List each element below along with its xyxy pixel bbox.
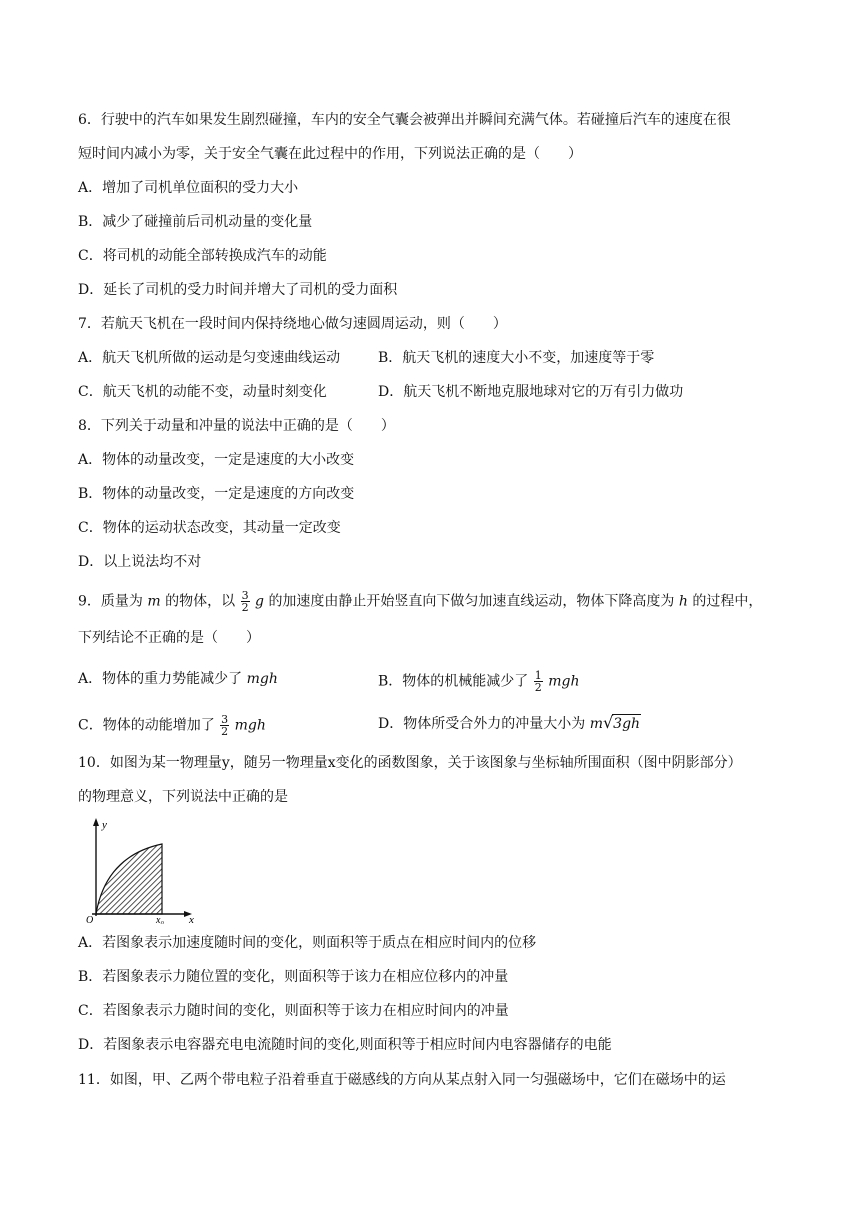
y-axis-arrow-icon [93, 818, 99, 826]
q9-option-a-math: mgh [246, 671, 278, 687]
q10-option-c: C．若图象表示力随时间的变化，则面积等于该力在相应时间内的冲量 [78, 1003, 509, 1019]
q9-stem-line1 [78, 590, 762, 613]
q9-fraction-num: 3 [241, 589, 249, 602]
q9-option-c-den: 2 [221, 725, 229, 738]
q9-h-symbol: h [678, 593, 688, 610]
q9-fraction [241, 590, 250, 613]
shaded-area [96, 844, 162, 914]
q10-option-a: A．若图象表示加速度随时间的变化，则面积等于质点在相应时间内的位移 [78, 935, 537, 951]
q7-option-b: B．航天飞机的速度大小不变，加速度等于零 [378, 350, 655, 366]
q9-option-c-num: 3 [221, 713, 229, 726]
q9-option-c-fraction [220, 714, 229, 737]
q6-option-b: B．减少了碰撞前后司机动量的变化量 [78, 214, 313, 230]
q9-option-c [78, 714, 266, 737]
q9-option-d-m: m [589, 716, 603, 732]
y-axis-label: y [102, 819, 107, 831]
q8-option-d: D．以上说法均不对 [78, 554, 202, 570]
q9-option-d-text: D．物体所受合外力的冲量大小为 [378, 716, 586, 732]
q9-option-b-fraction [534, 670, 543, 693]
q9-option-a [78, 670, 278, 688]
q6-option-c: C．将司机的动能全部转换成汽车的动能 [78, 248, 327, 264]
q7-option-c: C．航天飞机的动能不变，动量时刻变化 [78, 384, 327, 400]
q7-option-d: D．航天飞机不断地克服地球对它的万有引力做功 [378, 384, 684, 400]
q7-stem: 7．若航天飞机在一段时间内保持绕地心做匀速圆周运动，则（ ） [78, 316, 507, 332]
q9-mass-symbol: m [147, 593, 161, 610]
q10-stem-line2: 的物理意义，下列说法中正确的是 [78, 789, 288, 805]
q10-graph [84, 816, 200, 924]
q9-g-symbol: g [255, 593, 264, 610]
q9-stem-d: 的过程中， [692, 593, 763, 610]
q10-option-d: D．若图象表示电容器充电电流随时间的变化,则面积等于相应时间内电容器储存的电能 [78, 1037, 612, 1053]
q11-stem-line1: 11．如图，甲、乙两个带电粒子沿着垂直于磁感线的方向从某点射入同一匀强磁场中，它们在磁场中的运 [78, 1072, 726, 1088]
q9-stem-c: 的加速度由静止开始竖直向下做匀加速直线运动，物体下降高度为 [268, 593, 675, 610]
q6-stem-line1: 6．行驶中的汽车如果发生剧烈碰撞，车内的安全气囊会被弹出并瞬间充满气体。若碰撞后汽车的速度在很 [78, 112, 731, 128]
q9-option-b-num: 1 [534, 669, 542, 682]
q7-option-a: A．航天飞机所做的运动是匀变速曲线运动 [78, 350, 341, 366]
q9-option-b [378, 670, 579, 693]
x-axis-label: x [189, 914, 194, 924]
origin-label: O [86, 915, 94, 924]
q9-stem-a: 9．质量为 [78, 593, 143, 610]
q9-option-a-text: A．物体的重力势能减少了 [78, 671, 243, 687]
q8-option-b: B．物体的动量改变，一定是速度的方向改变 [78, 486, 355, 502]
q6-option-a: A．增加了司机单位面积的受力大小 [78, 180, 299, 196]
q9-option-d [378, 714, 641, 733]
q9-option-b-math: mgh [548, 673, 580, 690]
q6-option-d: D．延长了司机的受力时间并增大了司机的受力面积 [78, 282, 398, 298]
q9-option-c-math: mgh [234, 717, 266, 734]
q9-option-c-text: C．物体的动能增加了 [78, 717, 215, 734]
q9-stem-line2: 下列结论不正确的是（ ） [78, 630, 260, 646]
q10-stem-line1: 10．如图为某一物理量y，随另一物理量x变化的函数图象，关于该图象与坐标轴所围面积（图中阴影部分） [78, 755, 742, 771]
q6-stem-line2: 短时间内减小为零，关于安全气囊在此过程中的作用，下列说法正确的是（ ） [78, 146, 582, 162]
q8-stem: 8．下列关于动量和冲量的说法中正确的是（ ） [78, 418, 395, 434]
radical-sign-icon: √ [602, 713, 614, 732]
q9-option-d-sqrt: 3gh [613, 716, 641, 732]
q9-option-b-text: B．物体的机械能减少了 [378, 673, 529, 690]
q9-stem-b: 的物体，以 [165, 593, 236, 610]
q10-option-b: B．若图象表示力随位置的变化，则面积等于该力在相应位移内的冲量 [78, 969, 509, 985]
q9-option-b-den: 2 [534, 681, 542, 694]
q8-option-c: C．物体的运动状态改变，其动量一定改变 [78, 520, 341, 536]
x0-label: x₀ [156, 915, 164, 924]
q8-option-a: A．物体的动量改变，一定是速度的大小改变 [78, 452, 355, 468]
q9-fraction-den: 2 [241, 601, 249, 614]
